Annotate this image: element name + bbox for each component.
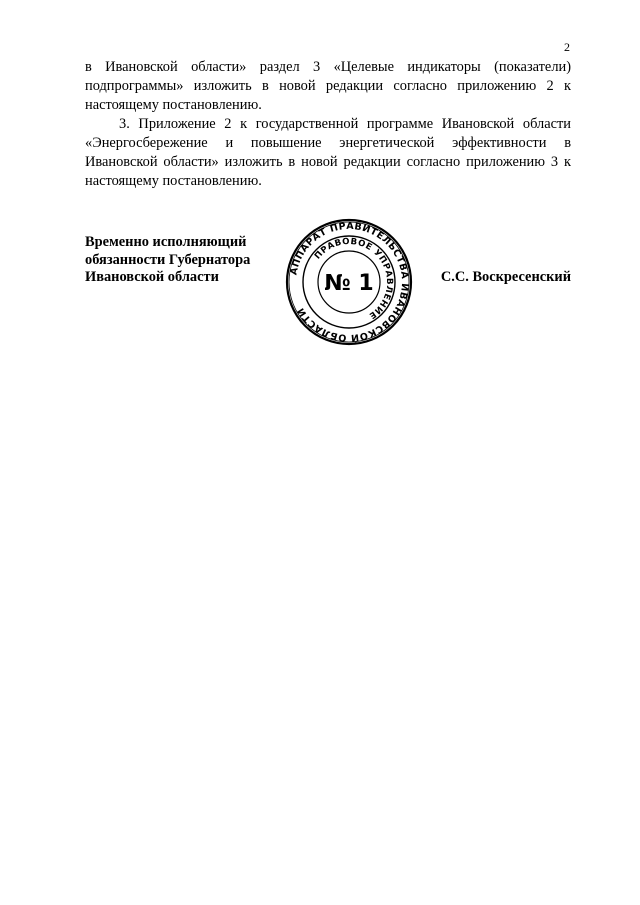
page-number: 2 [564, 40, 570, 54]
signer-title [85, 234, 285, 287]
signer-title-line-1: Временно исполняющий [85, 234, 247, 250]
body-text [85, 58, 571, 191]
stamp-number: № 1 [324, 271, 374, 296]
paragraph-1: в Ивановской области» раздел 3 «Целевые индикаторы (показатели) подпрограммы» изложить в новой редакции согласно приложению 2 к настоящему постановлению. [85, 59, 571, 113]
signer-title-line-2: обязанности Губернатора [85, 251, 251, 268]
paragraph-2: 3. Приложение 2 к государственной программе Ивановской области «Энергосбережение и повышение энергетической эффективности в Ивановской области» изложить в новой редакции согласно приложению 3 к настоящему постановлению. [85, 116, 571, 189]
stamp-inner-text: ПРАВОВОЕ УПРАВЛЕНИЕ [312, 236, 395, 321]
stamp-seal-icon [285, 218, 413, 346]
signer-title-line-3: Ивановской области [85, 269, 219, 285]
signer-name: С.С. Воскресенский [440, 269, 571, 285]
official-stamp [285, 218, 413, 346]
stamp-outer-text: АППАРАТ ПРАВИТЕЛЬСТВА ИВАНОВСКОЙ ОБЛАСТИ [288, 220, 411, 344]
